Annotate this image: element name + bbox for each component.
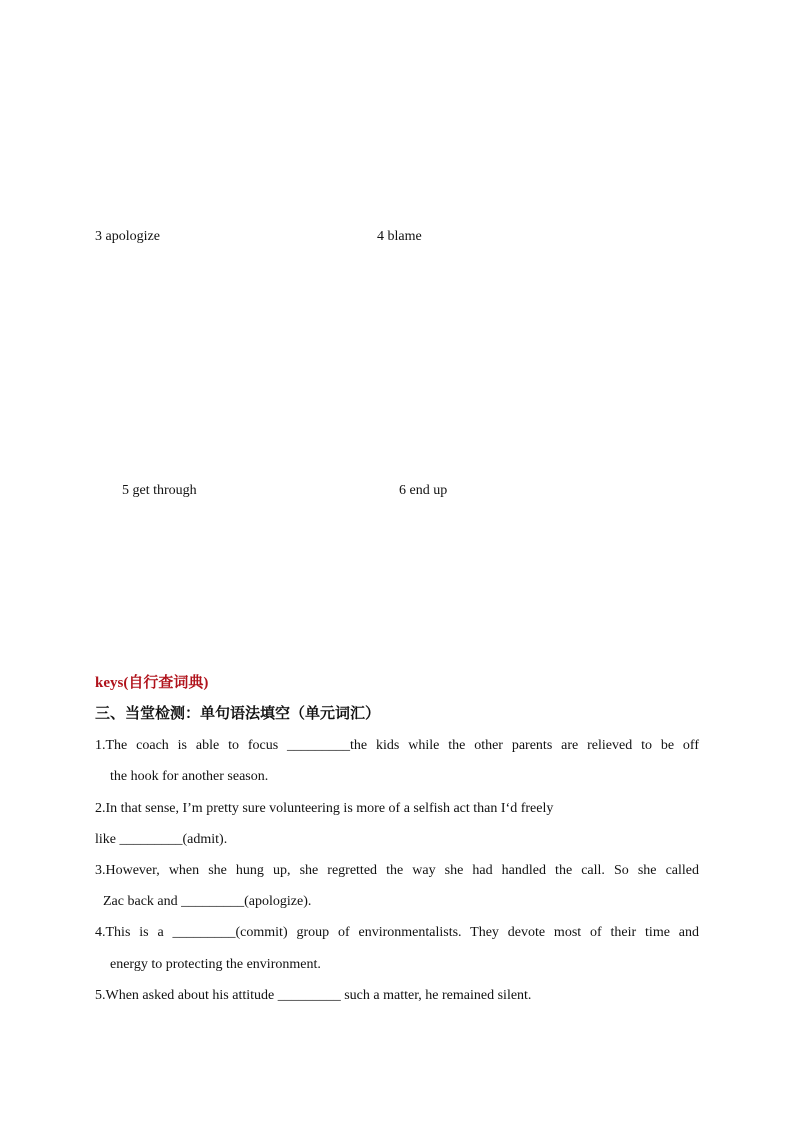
question-1-line-1: 1.The coach is able to focus _________the kids while the other parents are relieved to be off <box>95 738 699 753</box>
vocab-item-3: 3 apologize <box>95 229 160 244</box>
keys-label: keys(自行查词典) <box>95 675 209 691</box>
question-3-line-1: 3.However, when she hung up, she regretted the way she had handled the call. So she called <box>95 863 699 878</box>
vocab-item-4: 4 blame <box>377 229 422 244</box>
question-2-line-2: like _________(admit). <box>95 832 228 847</box>
vocab-item-6: 6 end up <box>399 483 448 498</box>
question-5-line-1: 5.When asked about his attitude _________ such a matter, he remained silent. <box>95 988 532 1003</box>
question-3-line-2: Zac back and _________(apologize). <box>103 894 312 909</box>
question-2-line-1: 2.In that sense, I’m pretty sure volunteering is more of a selfish act than I‘d freely <box>95 801 554 816</box>
vocab-item-5: 5 get through <box>122 483 197 498</box>
question-4-line-1: 4.This is a _________(commit) group of environmentalists. They devote most of their time and <box>95 925 699 940</box>
question-1-line-2: the hook for another season. <box>110 769 269 784</box>
question-4-line-2: energy to protecting the environment. <box>110 957 321 972</box>
section-title: 三、当堂检测：单句语法填空（单元词汇） <box>95 706 381 722</box>
